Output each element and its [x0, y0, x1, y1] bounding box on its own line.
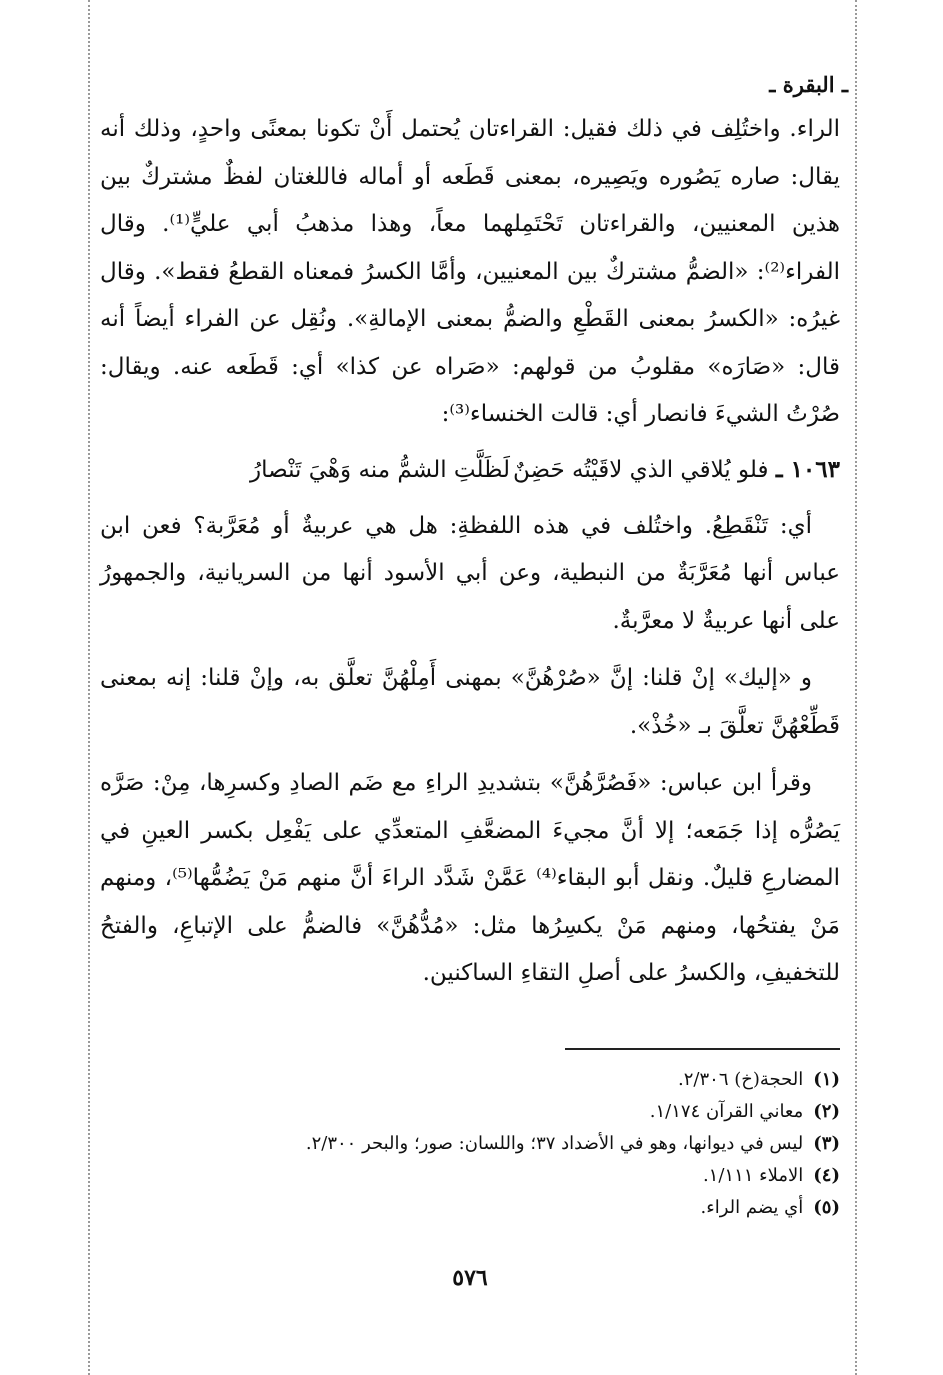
footnotes	[100, 1064, 840, 1224]
footnote-text: الحجة(خ) ٢/٣٠٦.	[678, 1068, 804, 1090]
paragraph-1: الراء. واختُلِف في ذلك فقيل: القراءتان يُحتمل أَنْ تكونا بمعنًى واحدٍ، وذلك أنه يقال: صاره يَصُوره ويَصِيره، بمعنى قَطَعه أو أماله فاللغتان لفظٌ مشتركٌ بين هذين المعنيين، والقراءتان تَحْتَمِلهما معاً، وهذا مذهبُ أبي عليٍّ⁽¹⁾. وقال الفراء⁽²⁾: «الضمُّ مشتركٌ بين المعنيين، وأمَّا الكسرُ فمعناه القطعُ فقط». وقال غيرُه: «الكسرُ بمعنى القَطْعِ والضمُّ بمعنى الإمالةِ». ونُقِل عن الفراء أيضاً أنه قال: «صَارَه» مقلوبُ من قولهم: «صَراه عن كذا» أي: قَطَعه عنه. ويقال: صُرْتُ الشيءَ فانصار أي: قالت الخنساء⁽³⁾:	[100, 116, 840, 427]
footnote-text: معاني القرآن ١/١٧٤.	[649, 1100, 804, 1122]
page-number: ٥٧٦	[452, 1265, 488, 1291]
right-margin-dotted-line	[855, 0, 857, 1375]
footnote-text: ليس في ديوانها، وهو في الأضداد ٣٧؛ واللسان: صور؛ والبحر ٢/٣٠٠.	[305, 1132, 804, 1154]
footnote-item	[100, 1064, 840, 1096]
footnote-item	[100, 1128, 840, 1160]
verse-hemistich-1-text: فلو يُلاقي الذي لاقَيْتُه حَضِنٌ	[513, 456, 769, 483]
footnote-mark: (٥)	[813, 1196, 840, 1218]
footnote-mark: (٣)	[813, 1132, 840, 1154]
footnote-item	[100, 1096, 840, 1128]
footnote-item	[100, 1192, 840, 1224]
verse-second-hemistich: لَظَلَّتِ الشمُّ منه وَهْيَ تَنْصارُ	[250, 456, 510, 483]
paragraph-2: أي: تَنْقَطِعُ. واختُلف في هذه اللفظةِ: هل هي عربيةٌ أو مُعَرَّبة؟ فعن ابن عباس أنها مُعَرَّبَةٌ من النبطية، وعن أبي الأسود أنها من السريانية، والجمهورُ على أنها عربيةٌ لا معرَّبةٌ.	[100, 512, 840, 634]
footnote-mark: (٤)	[813, 1164, 840, 1186]
book-page	[100, 70, 848, 1350]
left-margin-dotted-line	[88, 0, 90, 1375]
verse-number: ١٠٦٣ ـ	[775, 455, 840, 483]
paragraph-4: وقرأ ابن عباس: «فَصُرَّهُنَّ» بتشديدِ الراءِ مع ضَم الصادِ وكسرِها، مِنْ: صَرَّه يَصُرُّه إذا جَمَعه؛ إلا أنَّ مجيءَ المضعَّفِ المتعدِّي على يَفْعِل بكسر العينِ في المضارعِ قليلٌ. ونقل أبو البقاء⁽⁴⁾ عَمَّنْ شَدَّد الراءَ أنَّ منهم مَنْ يَضُمُّها⁽⁵⁾، ومنهم مَنْ يفتحُها، ومنهم مَنْ يكسِرُها مثل: «مُدُّهُنَّ» فالضمُّ على الإتباعِ، والفتحُ للتخفيفِ، والكسرُ على أصلِ التقاءِ الساكنين.	[100, 770, 840, 986]
footnote-item	[100, 1160, 840, 1192]
verse-first-hemistich	[513, 447, 840, 493]
footnote-mark: (٢)	[813, 1100, 840, 1122]
footnote-mark: (١)	[813, 1068, 840, 1090]
footnote-text: الاملاء ١/١١١.	[702, 1164, 804, 1186]
paragraph-3: و «إليك» إنْ قلنا: إنَّ «صُرْهُنَّ» بمهنى أَمِلْهُنَّ تعلَّق به، وإنْ قلنا: إنه بمعنى قَطِّعْهُنَّ تعلَّقَ بـ «خُذْ».	[100, 665, 840, 739]
verse-line	[100, 447, 840, 493]
running-head: ـ البقرة ـ	[769, 72, 848, 97]
footnote-separator	[565, 1048, 840, 1050]
footnote-text: أي يضم الراء.	[700, 1196, 804, 1218]
